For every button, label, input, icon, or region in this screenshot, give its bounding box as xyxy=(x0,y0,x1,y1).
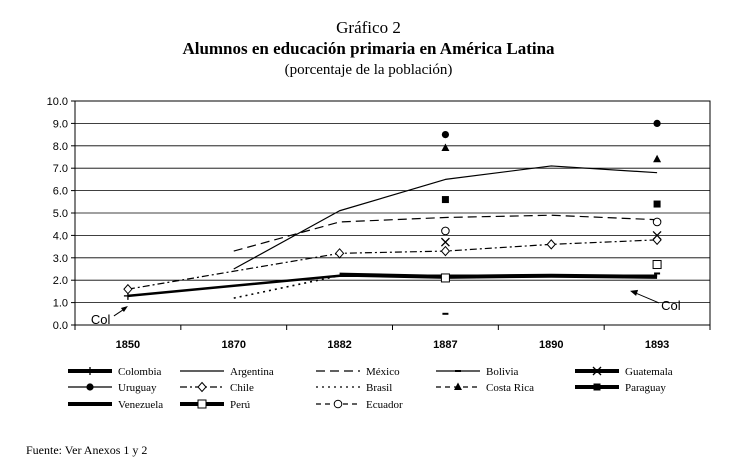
x-tick-label: 1850 xyxy=(115,339,141,351)
marker-ecuador xyxy=(653,218,661,226)
y-tick-label: 7.0 xyxy=(52,163,68,176)
series-lines xyxy=(128,166,657,298)
legend-label-colombia: Colombia xyxy=(118,366,162,378)
marker-uruguay xyxy=(442,131,449,138)
legend-label-mexico: México xyxy=(366,366,400,378)
y-tick-label: 3.0 xyxy=(52,252,68,265)
x-tick-label: 1870 xyxy=(221,339,246,351)
x-tick-label: 1893 xyxy=(644,339,670,351)
marker-paraguay xyxy=(654,201,661,208)
series-line-chile xyxy=(128,240,657,289)
y-tick-label: 9.0 xyxy=(52,118,68,131)
x-tick-label: 1887 xyxy=(433,339,458,351)
annotations xyxy=(91,290,681,327)
marker-uruguay xyxy=(653,120,660,127)
legend-marker-chile xyxy=(198,383,206,392)
legend-marker-ecuador xyxy=(334,400,342,408)
legend-label-bolivia: Bolivia xyxy=(486,366,519,378)
y-tick-label: 5.0 xyxy=(52,208,68,220)
legend-marker-costarica xyxy=(454,383,462,391)
y-tick-label: 8.0 xyxy=(52,140,68,153)
marker-costarica xyxy=(441,144,449,152)
marker-ecuador xyxy=(442,227,450,235)
marker-costarica xyxy=(653,155,661,163)
marker-paraguay xyxy=(442,196,449,203)
marker-chile xyxy=(336,249,344,258)
legend-label-venezuela: Venezuela xyxy=(118,399,164,411)
marker-chile xyxy=(547,240,555,249)
marker-chile xyxy=(441,247,449,256)
legend-label-ecuador: Ecuador xyxy=(366,399,403,411)
series-line-venezuela xyxy=(340,275,657,277)
annotation-label: Col xyxy=(90,311,111,327)
marker-chile xyxy=(653,235,661,244)
source-note: Fuente: Ver Anexos 1 y 2 xyxy=(26,443,148,457)
y-tick-label: 0.0 xyxy=(52,320,68,332)
legend-label-peru: Perú xyxy=(230,399,251,411)
legend-marker-paraguay xyxy=(594,384,601,391)
y-tick-label: 10.0 xyxy=(46,96,68,108)
y-tick-label: 2.0 xyxy=(52,275,68,288)
y-tick-label: 1.0 xyxy=(52,297,68,310)
annotation-arrow xyxy=(633,292,659,303)
legend-marker-uruguay xyxy=(86,383,93,390)
chart-subtitle: (porcentaje de la población) xyxy=(284,62,453,78)
axes xyxy=(47,96,710,351)
marker-chile xyxy=(124,285,132,294)
annotation-label: Col xyxy=(661,297,681,313)
chart-title: Alumnos en educación primaria en América Latina xyxy=(182,39,555,58)
chart-overtitle: Gráfico 2 xyxy=(336,18,401,37)
legend-label-chile: Chile xyxy=(230,382,254,394)
legend-label-argentina: Argentina xyxy=(230,366,274,378)
legend-label-costarica: Costa Rica xyxy=(486,382,534,394)
marker-peru xyxy=(441,274,449,282)
legend xyxy=(68,366,673,411)
annotation-arrowhead xyxy=(630,290,638,296)
y-tick-label: 6.0 xyxy=(52,185,68,198)
legend-label-paraguay: Paraguay xyxy=(625,382,666,394)
x-tick-label: 1882 xyxy=(327,339,352,351)
legend-label-guatemala: Guatemala xyxy=(625,366,673,378)
series-line-colombia xyxy=(128,276,657,296)
legend-label-uruguay: Uruguay xyxy=(118,382,157,394)
marker-peru xyxy=(653,261,661,269)
y-tick-label: 4.0 xyxy=(52,230,68,243)
x-tick-label: 1890 xyxy=(539,339,564,351)
legend-marker-peru xyxy=(198,400,206,408)
legend-label-brasil: Brasil xyxy=(366,382,393,394)
series-line-brasil xyxy=(234,276,340,298)
